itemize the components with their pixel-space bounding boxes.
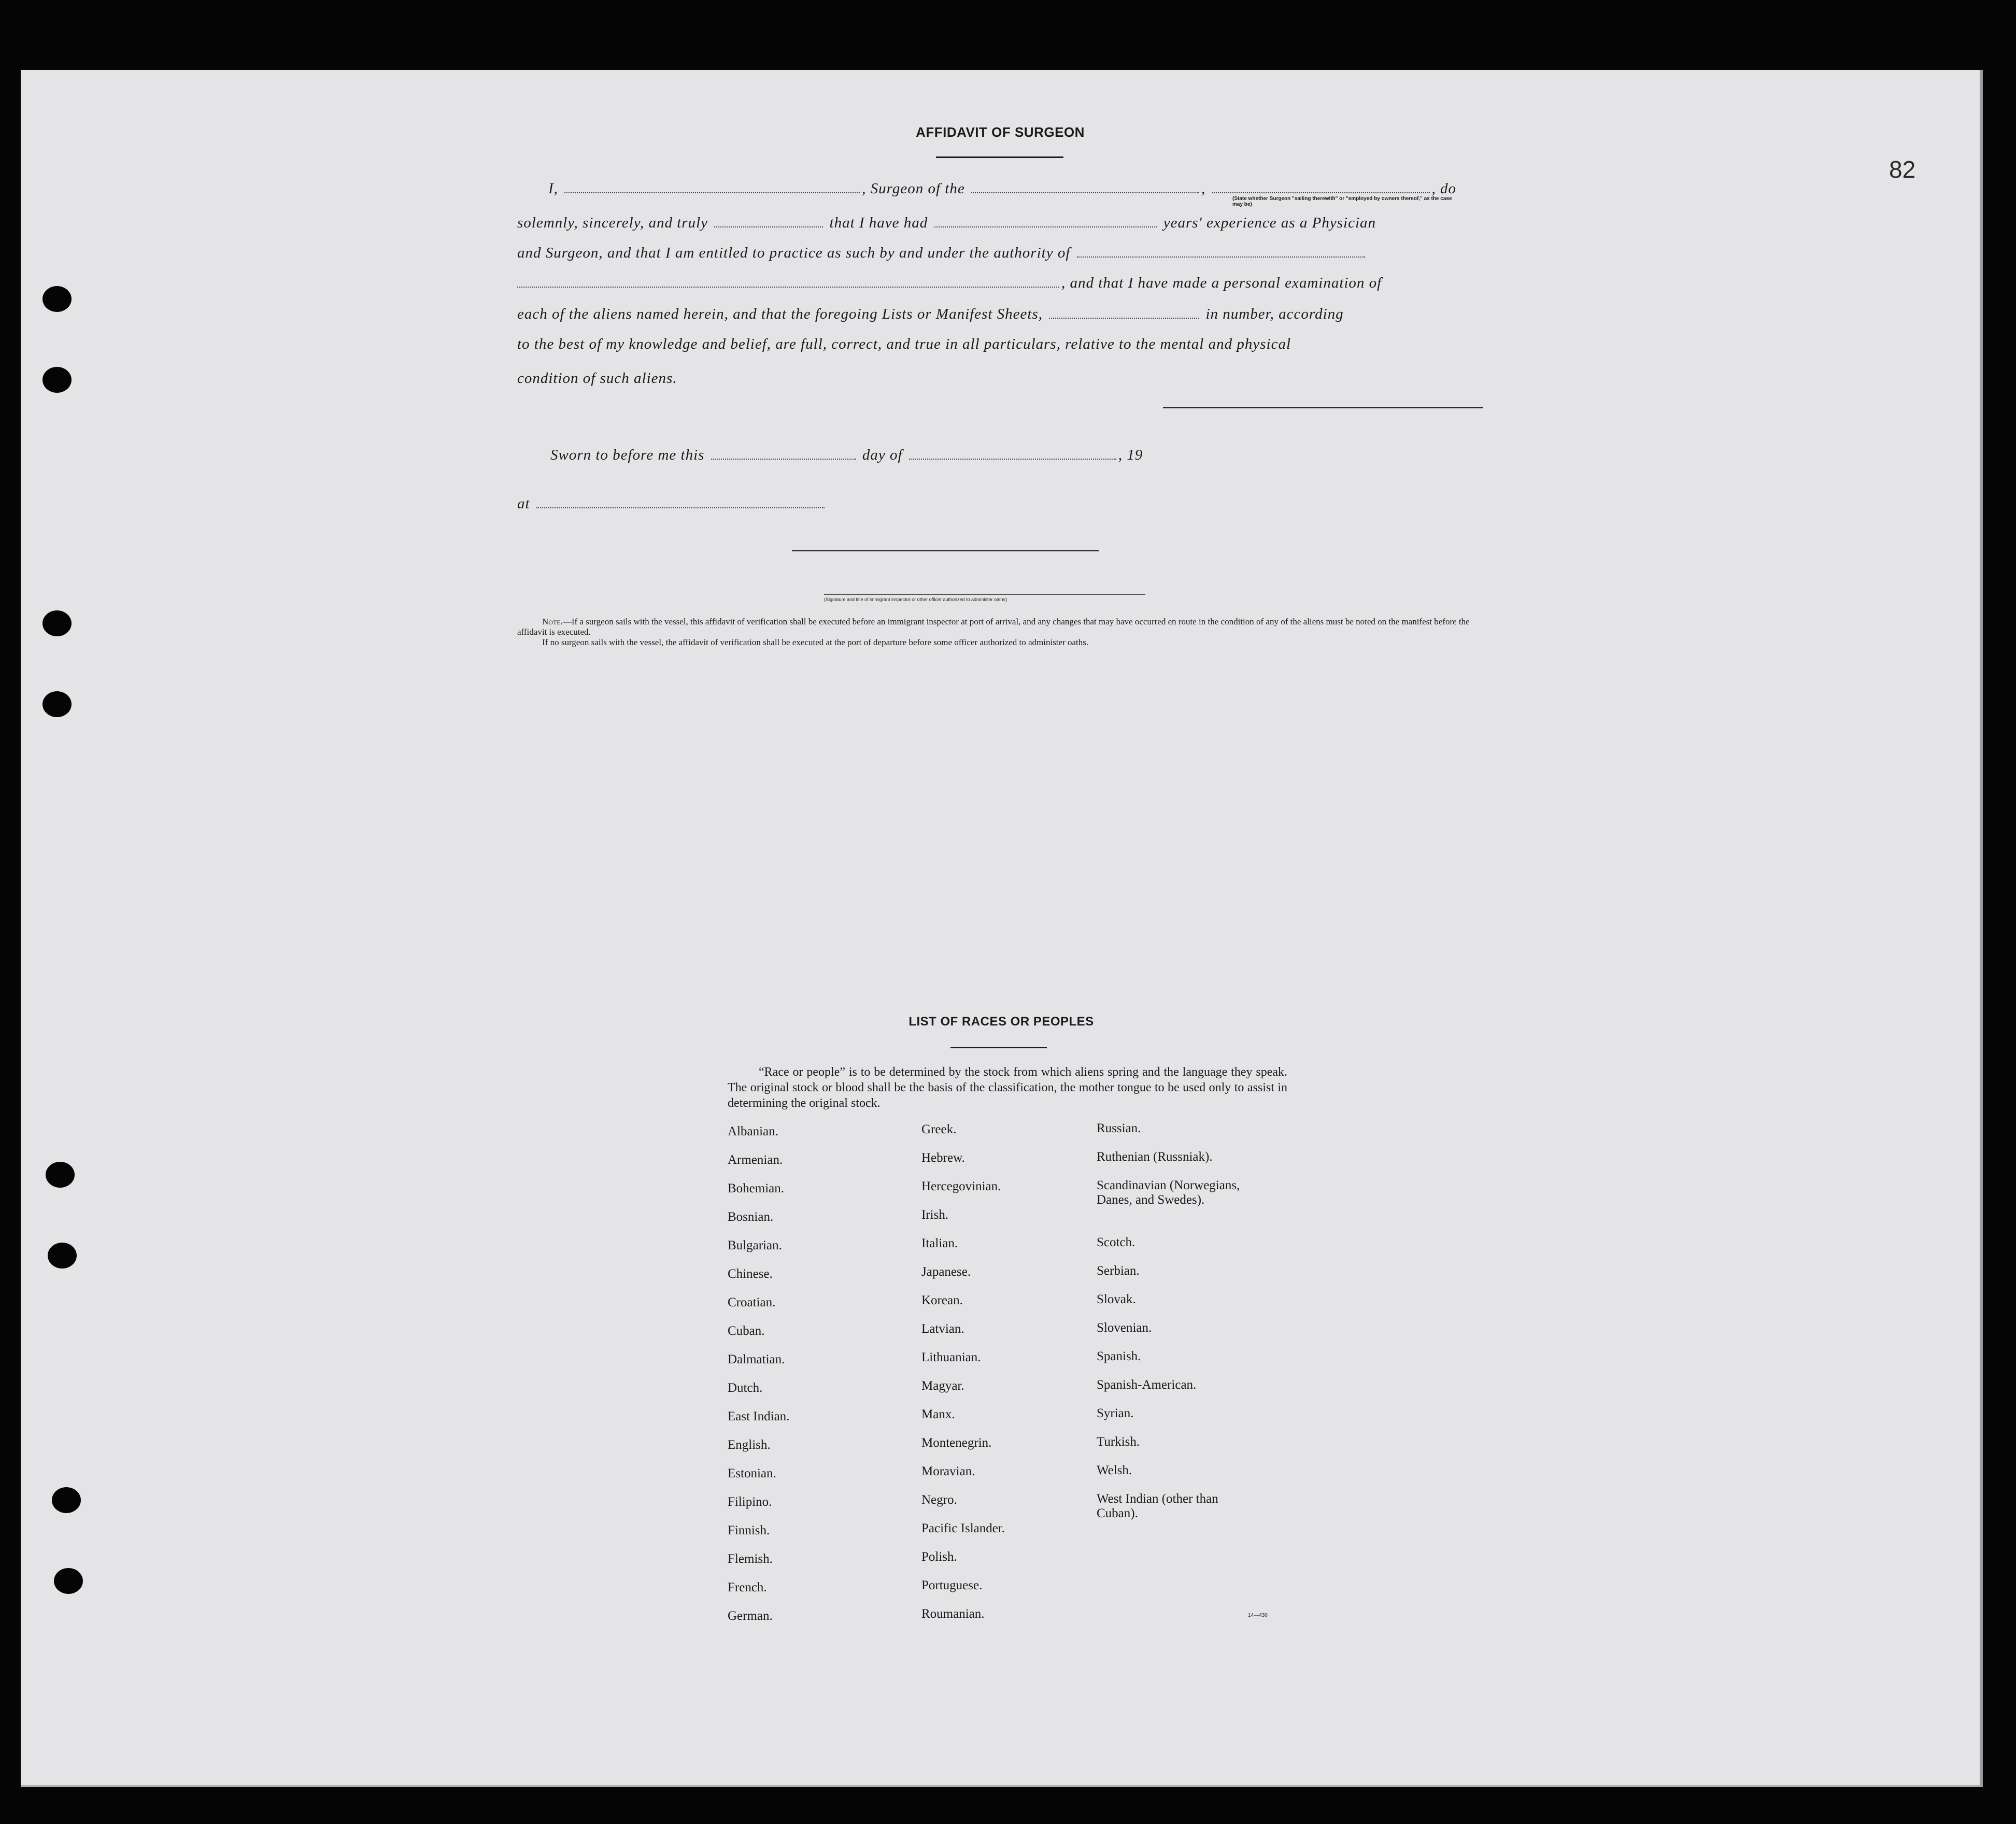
note-paragraph-1: —If a surgeon sails with the vessel, this affidavit of verification shall be executed before an immigrant inspector at port of arrival, and any changes that may have occurred en route in the condition of any of the aliens must be noted on the manifest before the affidavit is executed. xyxy=(517,617,1470,637)
line2-years: years' experience as a Physician xyxy=(1163,215,1376,231)
race-item: Turkish. xyxy=(1097,1435,1140,1449)
surgeon-status-note: (State whether Surgeon "sailing therewith" or "employed by owners thereof," as the case may be) xyxy=(1232,196,1452,207)
race-item: Lithuanian. xyxy=(921,1350,981,1364)
race-item: Syrian. xyxy=(1097,1406,1134,1420)
races-column-3 xyxy=(1097,1121,1240,1549)
affidavit-line-4 xyxy=(517,275,1382,292)
race-item: Slovak. xyxy=(1097,1292,1136,1306)
surgeon-name-field[interactable] xyxy=(564,192,860,193)
binder-hole xyxy=(42,610,72,636)
race-item: Bulgarian. xyxy=(728,1238,782,1252)
line5-text: each of the aliens named herein, and that the foregoing Lists or Manifest Sheets, xyxy=(517,306,1043,322)
affidavit-note xyxy=(517,617,1484,648)
races-column-1 xyxy=(728,1124,789,1637)
races-title-underline xyxy=(950,1047,1047,1048)
affidavit-line-1 xyxy=(548,180,1456,197)
race-item: Dalmatian. xyxy=(728,1352,785,1366)
line1-start: I, xyxy=(548,180,558,197)
sheet-count-field[interactable] xyxy=(1049,317,1199,319)
line1-do: , do xyxy=(1431,180,1456,197)
line3-text: and Surgeon, and that I am entitled to practice as such by and under the authority of xyxy=(517,245,1071,261)
line1-surgeon-of: , Surgeon of the xyxy=(862,180,965,197)
sworn-text: Sworn to before me this xyxy=(550,447,705,463)
note-paragraph-2: If no surgeon sails with the vessel, the affidavit of verification shall be executed at the port of departure before some officer authorized to administer oaths. xyxy=(542,637,1089,647)
affidavit-title: AFFIDAVIT OF SURGEON xyxy=(916,124,1085,140)
race-item: English. xyxy=(728,1438,771,1452)
race-item: Welsh. xyxy=(1097,1463,1132,1477)
line2-start: solemnly, sincerely, and truly xyxy=(517,215,708,231)
race-item: Negro. xyxy=(921,1493,957,1507)
signature-caption: (Signature and title of immigrant inspector or other officer authorized to administer oaths) xyxy=(824,597,1007,602)
race-item: Hebrew. xyxy=(921,1151,965,1165)
binder-hole xyxy=(46,1162,75,1188)
race-item: French. xyxy=(728,1580,767,1594)
race-item: East Indian. xyxy=(728,1409,790,1423)
race-item: Polish. xyxy=(921,1550,957,1564)
binder-hole xyxy=(42,367,72,393)
race-item: Ruthenian (Russniak). xyxy=(1097,1150,1213,1164)
binder-hole xyxy=(48,1243,77,1269)
affidavit-line-7 xyxy=(517,370,677,387)
inspector-title-line[interactable] xyxy=(824,594,1145,595)
race-item: Estonian. xyxy=(728,1466,776,1480)
race-item: Pacific Islander. xyxy=(921,1521,1005,1535)
race-item: Croatian. xyxy=(728,1295,776,1309)
sworn-place-field[interactable] xyxy=(536,507,825,508)
race-item: Roumanian. xyxy=(921,1607,985,1621)
note-label: Note. xyxy=(542,617,563,626)
years-experience-field[interactable] xyxy=(934,226,1157,227)
race-item: Irish. xyxy=(921,1208,949,1222)
form-code: 14—430 xyxy=(1248,1613,1268,1618)
race-item: West Indian (other than Cuban). xyxy=(1097,1492,1218,1520)
oath-form-field[interactable] xyxy=(714,226,823,227)
surgeon-signature-line[interactable] xyxy=(1163,407,1483,408)
binder-hole xyxy=(42,691,72,717)
races-title: LIST OF RACES OR PEOPLES xyxy=(908,1015,1094,1029)
sworn-month-field[interactable] xyxy=(909,458,1116,460)
race-item: Flemish. xyxy=(728,1552,773,1566)
affidavit-line-2 xyxy=(517,215,1376,232)
races-intro: “Race or people” is to be determined by the stock from which aliens spring and the language they speak. The original stock or blood shall be the basis of the classification, the mother tongue to be used only to assist in determining the original stock. xyxy=(728,1065,1287,1110)
line2-had: that I have had xyxy=(829,215,928,231)
race-item: Scandinavian (Norwegians, Danes, and Swedes). xyxy=(1097,1178,1240,1207)
affidavit-line-5 xyxy=(517,306,1344,323)
race-item: Armenian. xyxy=(728,1153,783,1167)
page-number: 82 xyxy=(1889,156,1916,183)
races-column-2 xyxy=(921,1122,1005,1635)
line7-text: condition of such aliens. xyxy=(517,370,677,387)
race-item: Russian. xyxy=(1097,1121,1141,1135)
inspector-signature-line[interactable] xyxy=(792,550,1099,551)
race-item: Manx. xyxy=(921,1407,955,1421)
race-item: Moravian. xyxy=(921,1464,975,1478)
race-item: Serbian. xyxy=(1097,1264,1140,1278)
at-label: at xyxy=(517,495,530,512)
sworn-day-of: day of xyxy=(862,447,903,463)
race-item: Spanish-American. xyxy=(1097,1378,1197,1392)
sworn-year: , 19 xyxy=(1118,447,1143,463)
race-item: Bohemian. xyxy=(728,1181,785,1195)
line1-comma: , xyxy=(1201,180,1206,197)
race-item: Italian. xyxy=(921,1236,958,1250)
authority-field[interactable] xyxy=(1077,256,1365,258)
binder-hole xyxy=(52,1487,81,1513)
race-item: Scotch. xyxy=(1097,1235,1135,1249)
race-item: Filipino. xyxy=(728,1495,772,1509)
sworn-day-field[interactable] xyxy=(711,458,856,460)
title-underline xyxy=(936,156,1063,158)
race-item: Bosnian. xyxy=(728,1210,774,1224)
race-item: German. xyxy=(728,1609,773,1623)
authority-field-continued[interactable] xyxy=(517,286,1059,288)
surgeon-status-field[interactable] xyxy=(1212,192,1430,193)
race-item: Japanese. xyxy=(921,1265,971,1279)
binder-hole xyxy=(54,1568,83,1594)
race-item: Slovenian. xyxy=(1097,1321,1152,1335)
race-item: Greek. xyxy=(921,1122,957,1136)
line4-text: , and that I have made a personal examination of xyxy=(1061,275,1382,291)
race-item: Albanian. xyxy=(728,1124,778,1138)
race-item: Latvian. xyxy=(921,1322,964,1336)
race-item: Montenegrin. xyxy=(921,1436,992,1450)
affidavit-line-3 xyxy=(517,245,1367,262)
binder-hole xyxy=(42,286,72,312)
race-item: Chinese. xyxy=(728,1267,773,1281)
race-item: Magyar. xyxy=(921,1379,964,1393)
race-item: Portuguese. xyxy=(921,1578,983,1592)
race-item: Spanish. xyxy=(1097,1349,1141,1363)
line5-in-number: in number, according xyxy=(1205,306,1344,322)
sworn-line xyxy=(550,447,1143,464)
vessel-name-field[interactable] xyxy=(971,192,1199,193)
affidavit-line-6 xyxy=(517,336,1291,353)
at-line xyxy=(517,495,827,512)
race-item: Dutch. xyxy=(728,1381,763,1395)
race-item: Finnish. xyxy=(728,1523,770,1537)
race-item: Korean. xyxy=(921,1293,963,1307)
line6-text: to the best of my knowledge and belief, are full, correct, and true in all particulars, relative to the mental and physical xyxy=(517,336,1291,352)
race-item: Hercegovinian. xyxy=(921,1179,1001,1193)
race-item: Cuban. xyxy=(728,1324,765,1338)
